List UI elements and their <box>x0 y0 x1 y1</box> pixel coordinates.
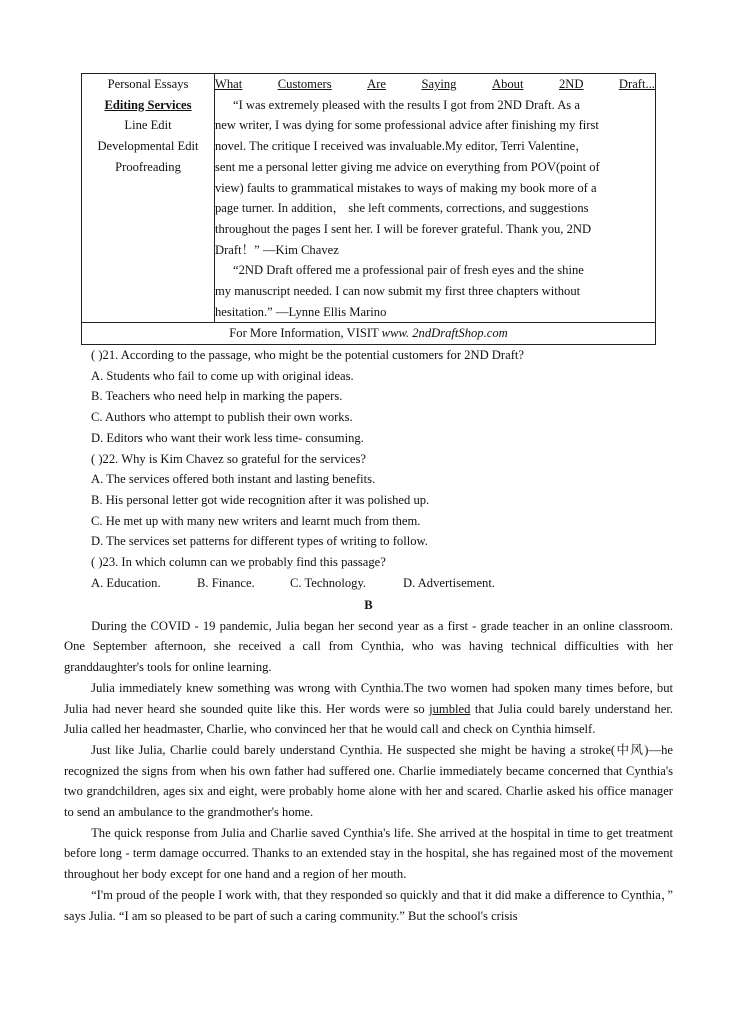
paragraph-5: “I'm proud of the people I work with, that they responded so quickly and that it did make a difference to Cynthia，” says Julia. “I am so pleased to be part of such a caring community.” But the school's crisis <box>64 887 673 923</box>
question-23-stem: ( )23. In which column can we probably find this passage? <box>91 555 386 570</box>
q21-option-c: C. Authors who attempt to publish their own works. <box>91 410 353 425</box>
testimonials-heading <box>215 74 655 95</box>
testimonial-line: my manuscript needed. I can now submit my first three chapters without <box>215 284 581 299</box>
q22-option-d: D. The services set patterns for different types of writing to follow. <box>91 534 428 549</box>
heading-word: Saying <box>421 77 457 91</box>
footer-url: www. 2ndDraftShop.com <box>381 326 508 341</box>
question-22-stem: ( )22. Why is Kim Chavez so grateful for the services? <box>91 451 366 466</box>
menu-editing-services: Editing Services <box>104 97 192 112</box>
paragraph-2-text: that Julia could barely understand her. Julia called her headmaster, Charlie, who convinced her that he would call and check on Cynthia himself. <box>64 701 673 737</box>
menu-line-edit: Line Edit <box>124 118 172 133</box>
q23-option-a: A. Education. <box>91 575 161 590</box>
heading-word: 2ND <box>558 77 584 91</box>
testimonial-kim-chavez <box>215 95 655 261</box>
testimonial-line: hesitation.” —Lynne Ellis Marino <box>215 304 387 319</box>
q22-option-a: A. The services offered both instant and lasting benefits. <box>91 472 376 487</box>
heading-word: Are <box>367 77 387 91</box>
section-b-title: B <box>364 598 373 612</box>
testimonial-line: throughout the pages I sent her. I will be forever grateful. Thank you, 2ND <box>215 221 592 236</box>
menu-developmental-edit: Developmental Edit <box>97 139 199 154</box>
q23-options <box>91 573 651 594</box>
heading-word: Draft... <box>618 77 655 91</box>
paragraph-4: The quick response from Julia and Charlie saved Cynthia's life. She arrived at the hospital in time to get treatment before long - term damage occurred. Thanks to an extended stay in the hospital, she has regained most of the movement throughout her body except for one hand and a region of her mouth. <box>64 825 673 882</box>
menu-personal-essays: Personal Essays <box>107 77 189 91</box>
testimonial-line: view) faults to grammatical mistakes to ways of making my book more of a <box>215 180 597 195</box>
testimonial-line: new writer, I was dying for some professional advice after finishing my first <box>215 118 599 133</box>
q22-option-c: C. He met up with many new writers and learnt much from them. <box>91 513 421 528</box>
q21-option-a: A. Students who fail to come up with original ideas. <box>91 368 354 383</box>
testimonial-line: page turner. In addition， she left comments, corrections, and suggestions <box>215 201 589 216</box>
testimonial-line: sent me a personal letter giving me advice on everything from POV(point of <box>215 159 600 174</box>
q21-option-d: D. Editors who want their work less time- consuming. <box>91 430 364 445</box>
testimonial-line: “2ND Draft offered me a professional pair of fresh eyes and the shine <box>233 263 584 278</box>
paragraph-2-text: Julia immediately knew something was wrong with Cynthia.The two women had spoken many times before, but Julia had never heard she sounded quite like this. Her words were so <box>64 680 673 716</box>
underlined-word-jumbled: jumbled <box>429 701 471 716</box>
q23-option-c: C. Technology. <box>290 575 367 590</box>
footer-text: For More Information, VISIT <box>229 326 382 341</box>
q23-option-d: D. Advertisement. <box>403 575 495 590</box>
heading-word: Customers <box>277 77 332 91</box>
services-menu <box>82 74 215 323</box>
heading-word: About <box>491 77 524 91</box>
questions-block <box>91 345 651 593</box>
menu-proofreading: Proofreading <box>115 159 181 174</box>
testimonial-lynne-marino <box>215 260 655 322</box>
q22-option-b: B. His personal letter got wide recognition after it was polished up. <box>91 492 430 507</box>
ad-footer <box>82 323 656 345</box>
paragraph-3: Just like Julia, Charlie could barely understand Cynthia. He suspected she might be having a stroke(中风)—he recognized the signs from when his own father had suffered one. Charlie immediately became concerned that Cynthia's two grandchildren, ages six and eight, were probably home alone with her and scared. Charlie asked his office manager to send an ambulance to the grandmother's home. <box>64 742 673 820</box>
advertisement-table <box>81 73 656 345</box>
section-b <box>64 595 673 926</box>
testimonial-line: novel. The critique I received was invaluable.My editor, Terri Valentine， <box>215 139 588 154</box>
testimonial-line: “I was extremely pleased with the results I got from 2ND Draft. As a <box>233 97 580 112</box>
heading-word: What <box>215 77 243 91</box>
q21-option-b: B. Teachers who need help in marking the papers. <box>91 389 343 404</box>
paragraph-1: During the COVID - 19 pandemic, Julia began her second year as a first - grade teacher in an online classroom. One September afternoon, she received a call from Cynthia, who was having technical difficulties with her granddaughter's tools for online learning. <box>64 618 673 675</box>
q23-option-b: B. Finance. <box>197 575 255 590</box>
paragraph-2 <box>64 678 673 740</box>
testimonials-cell <box>215 74 656 323</box>
question-21-stem: ( )21. According to the passage, who might be the potential customers for 2ND Draft? <box>91 348 524 362</box>
testimonial-line: Draft！” —Kim Chavez <box>215 242 339 257</box>
